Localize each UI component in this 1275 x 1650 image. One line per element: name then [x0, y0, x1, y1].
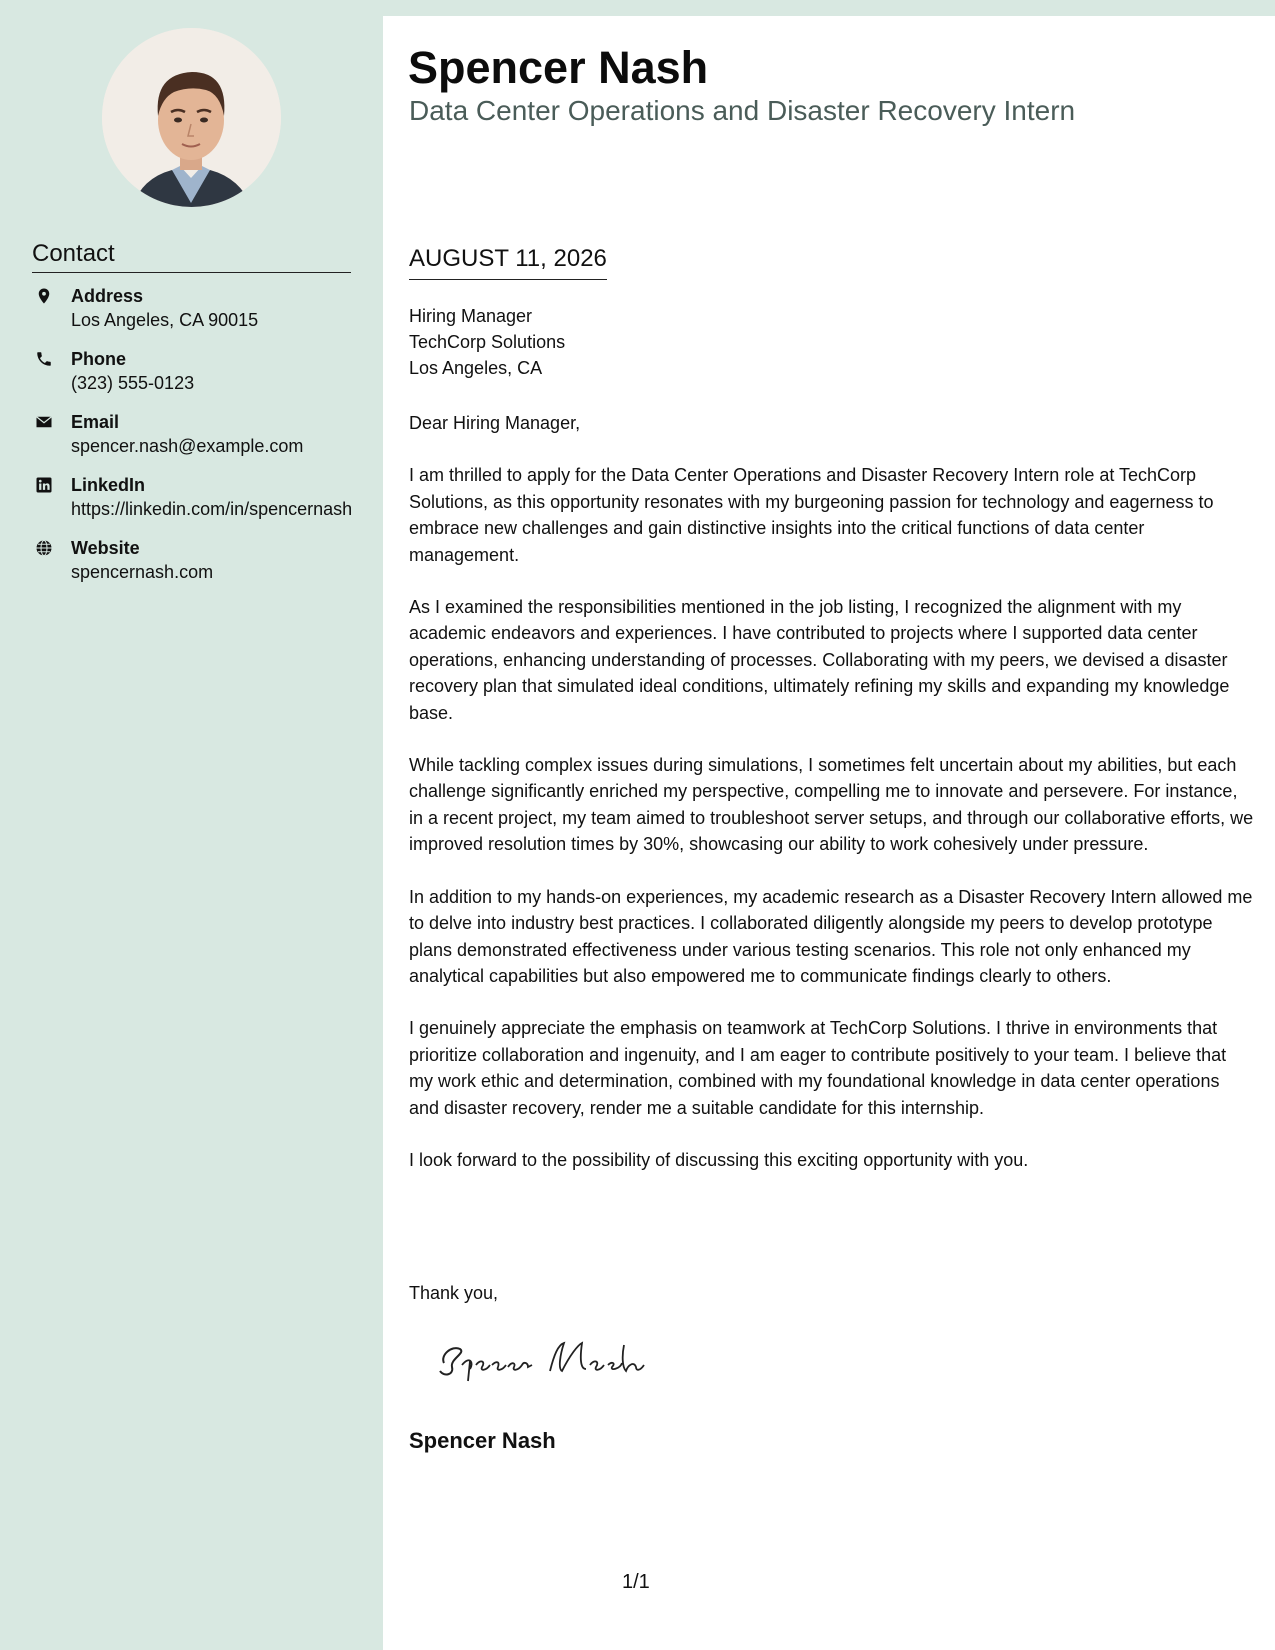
contact-linkedin: [32, 473, 362, 521]
recipient-line: Los Angeles, CA: [409, 358, 543, 378]
recipient-line: Hiring Manager: [409, 306, 533, 326]
recipient-line: TechCorp Solutions: [409, 332, 566, 352]
body-paragraph: In addition to my hands-on experiences, my academic research as a Disaster Recovery Intern allowed me to delve into industry best practices. I collaborated diligently alongside my peers to develop prototype plans demonstrated effectiveness under various testing scenarios. This role not only enhanced my analytical capabilities but also empowered me to communicate findings clearly to others.: [409, 886, 1253, 986]
page-number: 1/1: [622, 1571, 650, 1593]
applicant-name: Spencer Nash: [408, 42, 709, 93]
contact-list: [32, 284, 362, 599]
applicant-role: Data Center Operations and Disaster Recovery Intern: [409, 95, 1076, 126]
signature-image: [430, 1325, 660, 1385]
contact-phone-label: Phone: [71, 349, 127, 369]
contact-heading: Contact: [32, 240, 351, 273]
salutation: Dear Hiring Manager,: [409, 413, 581, 433]
contact-linkedin-label: LinkedIn: [71, 475, 146, 495]
globe-icon: [35, 539, 53, 557]
envelope-icon: [35, 413, 53, 431]
contact-address-value: Los Angeles, CA 90015: [71, 310, 259, 330]
contact-phone: [32, 347, 362, 395]
contact-email-value[interactable]: spencer.nash@example.com: [71, 436, 304, 456]
body-paragraph: I am thrilled to apply for the Data Center Operations and Disaster Recovery Intern role at TechCorp Solutions, as this opportunity resonates with my burgeoning passion for technology and eagerness to embrace new challenges and gain distinctive insights into the critical functions of data center management.: [409, 465, 1214, 565]
linkedin-icon: [35, 476, 53, 494]
recipient-block: [409, 303, 565, 381]
closing: Thank you,: [409, 1283, 499, 1303]
letter-date: AUGUST 11, 2026: [409, 244, 607, 280]
phone-icon: [35, 350, 53, 368]
signed-name: Spencer Nash: [409, 1428, 556, 1453]
avatar: [102, 28, 281, 207]
body-paragraph: As I examined the responsibilities mentioned in the job listing, I recognized the alignment with my academic endeavors and experiences. I have contributed to projects where I supported data center operations, enhancing understanding of processes. Collaborating with my peers, we devised a disaster recovery plan that simulated ideal conditions, ultimately refining my skills and expanding my knowledge base.: [409, 597, 1230, 723]
contact-website-label: Website: [71, 538, 140, 558]
body-paragraph: While tackling complex issues during simulations, I sometimes felt uncertain about my abilities, but each challenge significantly enriched my perspective, compelling me to innovate and persevere. For instance, in a recent project, my team aimed to troubleshoot server setups, and through our collaborative efforts, we improved resolution times by 30%, showcasing our ability to work cohesively under pressure.: [409, 755, 1254, 855]
contact-email: [32, 410, 362, 458]
body-paragraph: I look forward to the possibility of discussing this exciting opportunity with you.: [409, 1149, 1029, 1170]
contact-address: [32, 284, 362, 332]
location-pin-icon: [35, 287, 53, 305]
contact-website: [32, 536, 362, 584]
letter-body: [409, 410, 1254, 1199]
contact-email-label: Email: [71, 412, 120, 432]
contact-website-value[interactable]: spencernash.com: [71, 562, 214, 582]
contact-address-label: Address: [71, 286, 144, 306]
body-paragraph: I genuinely appreciate the emphasis on teamwork at TechCorp Solutions. I thrive in environments that prioritize collaboration and ingenuity, and I am eager to contribute positively to your team. I believe that my work ethic and determination, combined with my foundational knowledge in data center operations and disaster recovery, render me a suitable candidate for this internship.: [409, 1018, 1227, 1118]
contact-phone-value: (323) 555-0123: [71, 373, 195, 393]
contact-linkedin-value[interactable]: https://linkedin.com/in/spencernash: [71, 499, 353, 519]
